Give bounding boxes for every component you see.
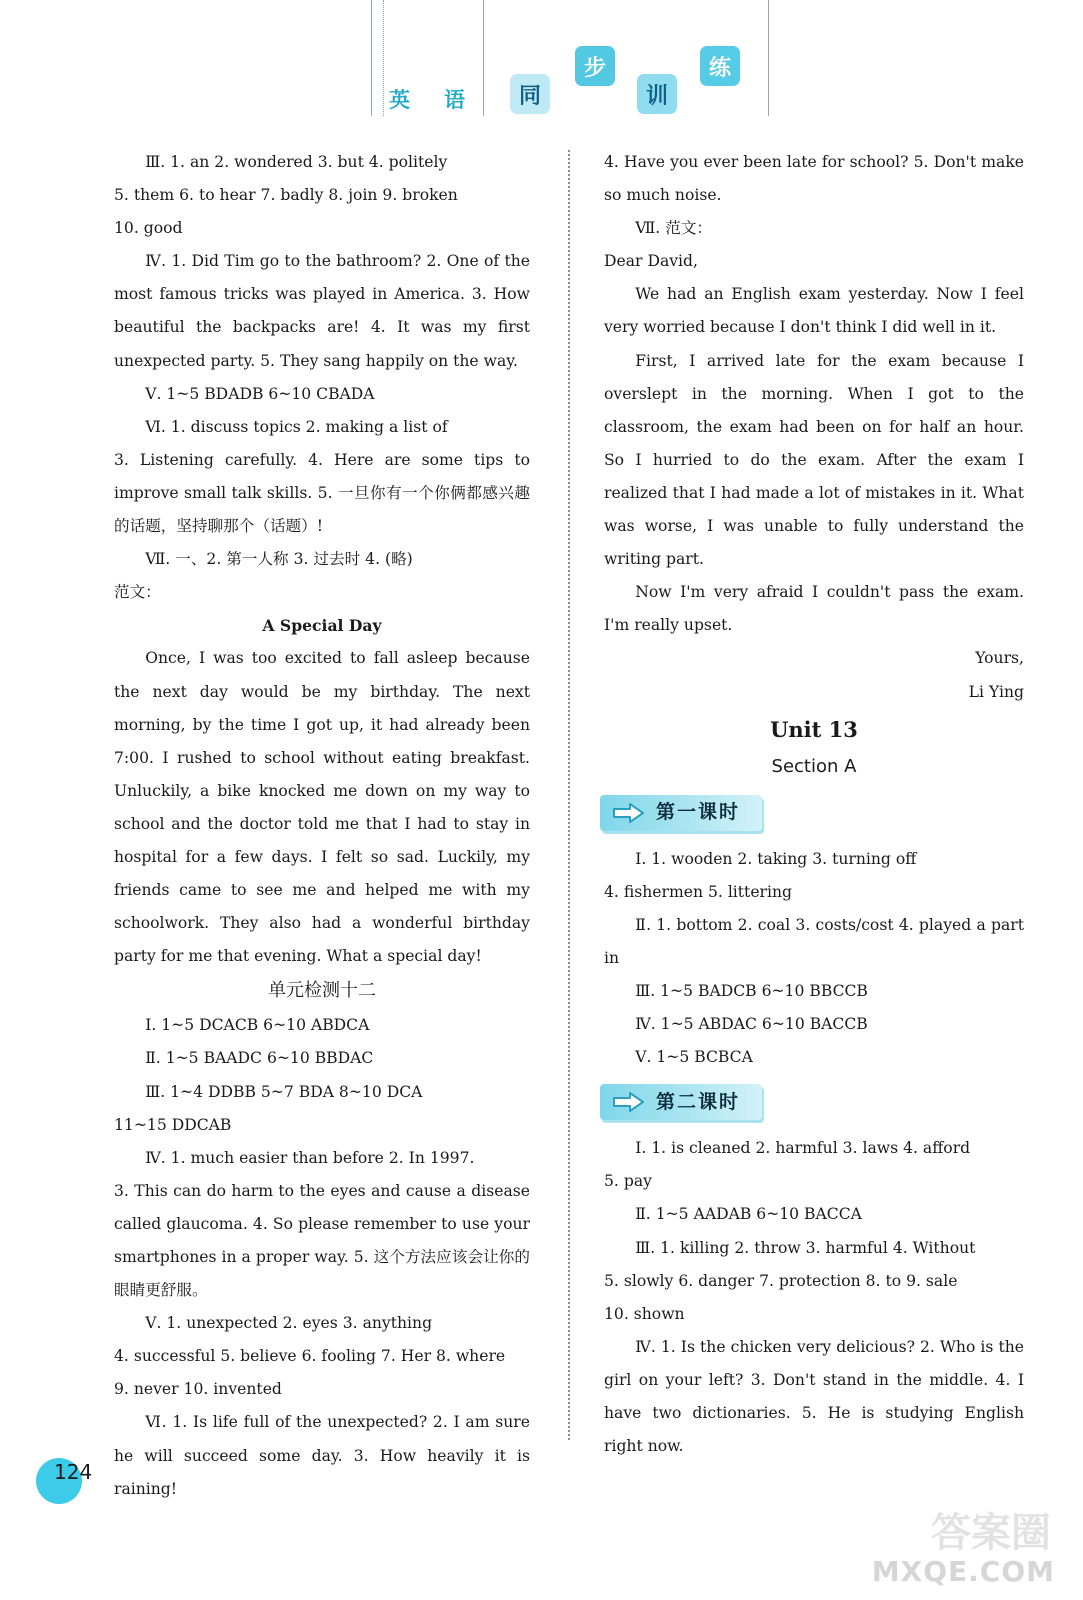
answer-line: Ⅲ. 1. an 2. wondered 3. but 4. politely (145, 153, 448, 171)
header-tile-2: 步 (575, 46, 615, 86)
header-rule (383, 0, 384, 116)
answer-line: 5. pay (604, 1172, 652, 1191)
lesson-banner-label: 第二课时 (656, 1090, 741, 1113)
arrow-right-icon (612, 1091, 646, 1113)
answer-line: Ⅲ. 1~5 BADCB 6~10 BBCCB (635, 981, 868, 1000)
header-tile-1: 同 (510, 74, 550, 114)
arrow-right-icon (612, 802, 646, 824)
answer-line: Ⅳ. 1. Is the chicken very delicious? 2. Who is the girl on your left? 3. Don't stand in the middle. 4. I have two dictionaries. 5. He is studying English right now. (604, 1337, 1024, 1456)
letter-signature: Li Ying (968, 682, 1024, 701)
answer-line: Ⅳ. 1. much easier than before 2. In 1997. (145, 1148, 475, 1167)
answer-line: 4. successful 5. believe 6. fooling 7. Her 8. where (114, 1347, 506, 1366)
lesson-banner-label: 第一课时 (656, 801, 741, 824)
answer-line: 5. slowly 6. danger 7. protection 8. to 9. sale (604, 1271, 958, 1290)
answer-line: Ⅶ. 范文： (635, 219, 713, 238)
answer-line: 10. shown (604, 1304, 685, 1323)
answer-line: 3. Listening carefully. 4. Here are some tips to improve small talk skills. 5. 一旦你有一个你俩都感兴趣的话题，坚持聊那个（话题）! (114, 450, 530, 536)
answer-line: Ⅱ. 1~5 BAADC 6~10 BBDAC (145, 1049, 374, 1068)
section-title: Section A (771, 755, 857, 777)
unit-title: Unit 13 (770, 716, 858, 742)
answer-line: 11~15 DDCAB (114, 1115, 232, 1134)
answer-line: 9. never 10. invented (114, 1380, 282, 1399)
answer-line: Ⅲ. 1~4 DDBB 5~7 BDA 8~10 DCA (145, 1082, 423, 1101)
answer-line: Ⅲ. 1. killing 2. throw 3. harmful 4. Without (635, 1238, 976, 1257)
answer-line: Ⅳ. 1. Did Tim go to the bathroom? 2. One of the most famous tricks was played in America. 3. How beautiful the backpacks are! 4. It was my first unexpected party. 5. They sang happily on the way. (114, 252, 530, 370)
watermark-logo: 答案圈 (931, 1510, 1051, 1556)
header-subject-2: 语 (444, 88, 465, 112)
letter-paragraph: Now I'm very afraid I couldn't pass the exam. I'm really upset. (604, 583, 1024, 635)
header-subject-1: 英 (389, 88, 410, 112)
answer-line: 4. Have you ever been late for school? 5. Don't make so much noise. (604, 153, 1024, 205)
header-rule (768, 0, 769, 116)
answer-line: Ⅵ. 1. Is life full of the unexpected? 2. I am sure he will succeed some day. 3. How heavily it is raining! (114, 1413, 530, 1498)
answer-line: 5. them 6. to hear 7. badly 8. join 9. broken (114, 186, 458, 205)
letter-closing: Yours, (975, 649, 1024, 668)
watermark-url: MXQE.COM (871, 1555, 1055, 1588)
lesson-banner-2 (600, 1080, 1024, 1124)
answer-line: Ⅱ. 1~5 AADAB 6~10 BACCA (635, 1205, 862, 1224)
answer-line: Ⅰ. 1~5 DCACB 6~10 ABDCA (145, 1016, 370, 1035)
essay-paragraph: Once, I was too excited to fall asleep because the next day would be my birthday. The next morning, by the time I got up, it had already been 7:00. I rushed to school without eating breakfast. Unluckily, a bike knocked me down on my way to school and the doctor told me that I had to stay in hospital for a few days. I felt so sad. Luckily, my friends came to see me and helped me with my schoolwork. They also had a wonderful birthday party for me that evening. What a special day! (114, 649, 530, 966)
header-rule (371, 0, 372, 116)
answer-line: Ⅴ. 1~5 BDADB 6~10 CBADA (145, 384, 375, 403)
page-number-text: 124 (54, 1460, 93, 1484)
column-divider (568, 150, 570, 1440)
left-column (114, 146, 530, 1506)
page-header (0, 0, 1083, 140)
lesson-banner-1 (600, 791, 1024, 835)
answer-line: Ⅳ. 1~5 ABDAC 6~10 BACCB (635, 1015, 868, 1034)
answer-line: Ⅰ. 1. is cleaned 2. harmful 3. laws 4. afford (635, 1139, 971, 1158)
answer-line: Ⅱ. 1. bottom 2. coal 3. costs/cost 4. played a part in (604, 915, 1024, 967)
answer-line: 3. This can do harm to the eyes and cause a disease called glaucoma. 4. So please remember to use your smartphones in a proper way. 5. 这个方法应该会让你的眼睛更舒服。 (114, 1181, 530, 1300)
letter-greeting: Dear David, (604, 252, 698, 271)
right-column (604, 146, 1024, 1463)
header-tile-4: 练 (700, 46, 740, 86)
answer-line: Ⅰ. 1. wooden 2. taking 3. turning off (635, 849, 917, 868)
answer-line: Ⅵ. 1. discuss topics 2. making a list of (145, 417, 448, 436)
answer-line: 4. fishermen 5. littering (604, 882, 793, 901)
watermark (855, 1506, 1055, 1588)
header-tile-3: 训 (637, 74, 677, 114)
essay-title: A Special Day (262, 616, 382, 636)
page-number (36, 1452, 98, 1500)
letter-paragraph: First, I arrived late for the exam because I overslept in the morning. When I got to the classroom, the exam had been on for half an hour. So I hurried to do the exam. After the exam I realized that I had made a lot of mistakes in it. What was worse, I was unable to fully understand the writing part. (604, 351, 1024, 569)
answer-line: Ⅴ. 1. unexpected 2. eyes 3. anything (145, 1314, 433, 1333)
answer-line: 10. good (114, 219, 183, 238)
answer-line: 范文： (114, 583, 161, 602)
answer-line: Ⅴ. 1~5 BCBCA (635, 1048, 753, 1067)
letter-paragraph: We had an English exam yesterday. Now I feel very worried because I don't think I did well in it. (604, 285, 1024, 337)
unit-test-title: 单元检测十二 (268, 980, 376, 1002)
header-rule (483, 0, 484, 116)
answer-line: Ⅶ. 一、2. 第一人称 3. 过去时 4. (略) (145, 550, 413, 569)
